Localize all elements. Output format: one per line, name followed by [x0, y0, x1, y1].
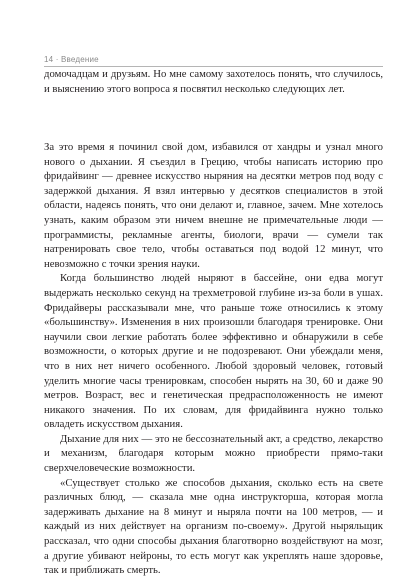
running-head: 14 · Введение: [44, 55, 99, 64]
text-block-top: [44, 67, 383, 96]
paragraph-1: За это время я починил свой дом, избавился от хандры и узнал много нового о дыхании. Я съездил в Грецию, чтобы написать историю про фридайвинг — древнее искусство ныряния на десятки метров под воду с задержкой дыхания. Я взял интервью у десятков специалистов в этой области, надеясь понять, что они делают и, главное, зачем. Мне хотелось узнать, каким образом эти ничем внешне не примечательные люди — программисты, рекламные агенты, биологи, врачи — сумели так натренировать свое тело, чтобы оставаться под водой 12 минут, что невозможно с точки зрения науки.: [44, 141, 383, 270]
paragraph-4: «Существует столько же способов дыхания, сколько есть на свете различных блюд, — сказала мне одна инструкторша, которая могла задерживать дыхание на 8 минут и ныряла почти на 100 метров, — и каждый из них действует на организм по-своему». Другой ныряльщик рассказал, что одни способы дыхания благотворно воздействуют на мозг, а другие убивают нейроны, то есть могут как укреплять наше здоровье, так и приближать смерть.: [44, 476, 383, 577]
paragraph-3: Дыхание для них — это не бессознательный акт, а средство, лекарство и механизм, благодаря которым можно приобрести прямо-таки сверхчеловеческие возможности.: [44, 432, 383, 475]
paragraph-2: Когда большинство людей ныряют в бассейне, они едва могут выдержать несколько секунд на трехметровой глубине из-за боли в ушах. Фридайверы рассказывали мне, что раньше тоже относились к этому «большинству». Изменения в них произошли благодаря тренировке. Они научили свои легкие работать более эффективно и обнаружили в себе возможности, о которых другие и не подозревают. Они убеждали меня, что в них нет ничего особенного. Любой здоровый человек, готовый уделить многие часы тренировкам, способен нырять на 30, 60 и даже 90 метров. Возраст, вес и генетическая предрасположенность не имеют никакого значения. По их словам, для фридайвинга нужно только овладеть искусством дыхания.: [44, 272, 383, 431]
paragraph-continuation: домочадцам и друзьям. Но мне самому захотелось понять, что случилось, и выяснению этого вопроса я посвятил несколько следующих лет.: [44, 68, 383, 95]
text-block-main: [44, 140, 383, 578]
